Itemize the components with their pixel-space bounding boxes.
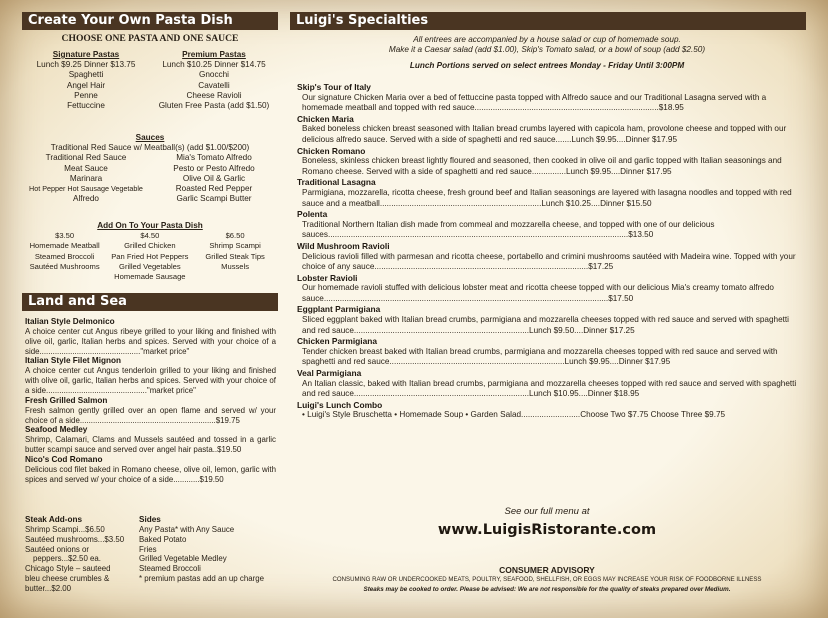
item-description: Sliced eggplant baked with Italian bread crumbs, parmigiana and mozzarella cheeses topped with red sauce and served with spaghetti and red sauce.............................................................................Lunch $9.50....Dinner $17.25 xyxy=(302,315,789,335)
steak-addon: Shrimp Scampi...$6.50 xyxy=(25,525,105,534)
menu-item xyxy=(297,273,797,305)
menu-item xyxy=(297,304,797,336)
lunch-note: Lunch Portions served on select entrees Monday - Friday Until 3:00PM xyxy=(409,61,685,71)
item-name: Chicken Parmigiana xyxy=(297,336,378,347)
advisory-title: CONSUMER ADVISORY xyxy=(499,565,595,575)
item-description: An Italian classic, baked with Italian bread crumbs, parmigiana and mozzarella cheeses topped with red sauce and served with spaghetti and red sauce.............................................................................Lunch $10.95....Dinner $18.95 xyxy=(302,378,797,399)
menu-item xyxy=(297,177,797,209)
pasta-header-text: Create Your Own Pasta Dish xyxy=(28,13,233,28)
land-sea-section-header xyxy=(22,293,278,311)
side-option: * premium pastas add an up charge xyxy=(139,573,265,583)
menu-item xyxy=(297,209,797,241)
steak-addon: Sautéed mushrooms...$3.50 xyxy=(25,534,125,544)
sauce-option: Roasted Red Pepper xyxy=(175,184,253,194)
pasta-option: Gnocchi xyxy=(198,70,230,80)
steak-addon: bleu cheese crumbles & xyxy=(25,573,110,583)
steak-addon: Chicago Style – sauteed xyxy=(25,564,111,574)
side-option: Baked Potato xyxy=(139,534,187,544)
side-option: Steamed Broccoli xyxy=(139,564,201,574)
item-description: Our homemade ravioli stuffed with delicious lobster meat and ricotta cheese topped with our delicious Mia's creamy tomato alfredo sauce.............................................................................................................................$17.50 xyxy=(302,283,774,303)
premium-pastas-title: Premium Pastas xyxy=(182,50,246,59)
addon-block xyxy=(22,221,278,282)
sauce-option: Pesto or Pesto Alfredo xyxy=(173,163,255,173)
pasta-option: Penne xyxy=(74,90,98,100)
item-description: Our signature Chicken Maria over a bed of fettuccine pasta topped with Alfredo sauce and our Traditional Lasagna served with a homemade meatball and topped with red sauce.................................................................................$18.95 xyxy=(302,92,767,113)
side-option: Fries xyxy=(139,544,157,554)
pasta-option: Cavatelli xyxy=(198,80,230,90)
item-name: Wild Mushroom Ravioli xyxy=(297,240,390,251)
sauces-title: Sauces xyxy=(135,133,165,142)
steak-addon: butter...$2.00 xyxy=(25,583,72,593)
steak-addon: Sautéed onions or xyxy=(25,544,90,554)
sauce-option: Alfredo xyxy=(73,194,99,204)
item-name: Italian Style Delmonico xyxy=(25,317,115,326)
item-description: • Luigi's Style Bruschetta • Homemade Soup • Garden Salad..........................Choose Two $7.75 Choose Three $9.75 xyxy=(302,410,726,420)
addon-price: $3.50 xyxy=(55,231,75,241)
addon-item: Grilled Chicken xyxy=(124,241,176,251)
pasta-option: Angel Hair xyxy=(66,80,106,90)
menu-item xyxy=(297,336,797,368)
menu-item xyxy=(297,368,797,400)
item-name: Fresh Grilled Salmon xyxy=(25,395,108,405)
steak-addons-block xyxy=(25,515,137,594)
side-option: Any Pasta* with Any Sauce xyxy=(139,525,235,534)
item-name: Chicken Maria xyxy=(297,113,354,124)
item-name: Italian Style Filet Mignon xyxy=(25,356,121,366)
addon-column-3 xyxy=(192,231,277,282)
sauces-right-column xyxy=(150,153,278,204)
sauces-left-column xyxy=(22,153,150,204)
sauce-option: Traditional Red Sauce w/ Meatball(s) (add $1.00/$200) xyxy=(50,143,250,153)
item-description: Delicious ravioli filled with parmesan and ricotta cheese, portabello and crimini mushrooms sautéed with Madeira wine. Topped with your choice of any sauce..............................................................................................$17.25 xyxy=(302,251,796,272)
item-name: Polenta xyxy=(297,209,328,220)
sauce-option: Olive Oil & Garlic xyxy=(182,173,246,183)
pasta-option: Spaghetti xyxy=(68,70,104,80)
land-sea-items xyxy=(25,317,276,485)
menu-item xyxy=(25,356,276,395)
specialties-header-text: Luigi's Specialties xyxy=(296,13,429,28)
item-description: Traditional Northern Italian dish made from commeal and mozzarella cheese, and topped with one of our delicious sauces....................................................................................................................................$13.50 xyxy=(302,219,715,240)
land-sea-header-text: Land and Sea xyxy=(28,294,127,309)
item-description: A choice center cut Angus ribeye grilled to your liking and finished with olive oil, garlic, Italian herbs and spices. Served with your choice of a side.............................................."market price" xyxy=(25,327,276,356)
item-name: Seafood Medley xyxy=(25,425,88,435)
addon-item: Sautéed Mushrooms xyxy=(29,261,100,271)
item-description: Shrimp, Calamari, Clams and Mussels sautéed and tossed in a garlic butter scampi sauce and served over angel hair pasta..$19.50 xyxy=(25,435,276,455)
addon-item: Homemade Sausage xyxy=(114,272,186,282)
item-description: A choice center cut Angus tenderloin grilled to your liking and finished with olive oil, garlic, Italian herbs and spices. Served with your choice of a side.............................................."market price" xyxy=(25,366,276,395)
item-name: Chicken Romano xyxy=(297,145,366,156)
item-name: Eggplant Parmigiana xyxy=(297,304,381,315)
menu-item xyxy=(25,455,276,485)
intro-line-1: All entrees are accompanied by a house salad or cup of homemade soup. xyxy=(413,35,681,44)
sauce-option: Traditional Red Sauce xyxy=(45,153,127,163)
pasta-subheader: CHOOSE ONE PASTA AND ONE SAUCE xyxy=(61,33,239,44)
addon-item: Steamed Broccoli xyxy=(34,251,95,261)
item-description: Baked boneless chicken breast seasoned with Italian bread crumbs layered with capicola ham, provolone cheese and topped with our delicious alfredo sauce. Served with a side of spaghetti and red sauce.......Lunch $9.95....Dinner $17.95 xyxy=(302,124,787,144)
signature-pastas-price: Lunch $9.25 Dinner $13.75 xyxy=(36,60,136,70)
addon-price: $4.50 xyxy=(140,231,160,241)
addon-item: Grilled Vegetables xyxy=(119,261,181,271)
item-name: Nico's Cod Romano xyxy=(25,454,103,464)
premium-pastas-column xyxy=(150,50,278,111)
menu-item xyxy=(25,396,276,426)
specialties-intro xyxy=(297,35,797,72)
steak-addons-title: Steak Add-ons xyxy=(25,515,83,524)
specialties-items xyxy=(297,82,797,421)
addon-price: $6.50 xyxy=(225,231,245,241)
addon-item: Homemade Meatball xyxy=(29,241,100,251)
see-menu-text: See our full menu at xyxy=(504,506,590,517)
addon-column-1 xyxy=(22,231,107,282)
side-option: Grilled Vegetable Medley xyxy=(139,554,227,564)
advisory-text: CONSUMING RAW OR UNDERCOOKED MEATS, POULTRY, SEAFOOD, SHELLFISH, OR EGGS MAY INCREASE YOUR RISK OF FOODBORNE ILLNESS xyxy=(332,576,762,583)
menu-item xyxy=(297,400,797,421)
consumer-advisory xyxy=(297,565,797,595)
item-name: Luigi's Lunch Combo xyxy=(297,399,383,410)
pasta-section-header xyxy=(22,12,278,30)
item-description: Boneless, skinless chicken breast lightly floured and seasoned, then cooked in olive oil and garlic topped with Italian seasonings and Romano cheese. Served with a side of spaghetti and red sauce...............Lunch $9.95....Dinner $17.95 xyxy=(302,156,782,176)
addon-item: Shrimp Scampi xyxy=(209,241,261,251)
specialties-section-header xyxy=(290,12,806,30)
sauce-option: Meat Sauce xyxy=(64,163,108,173)
sauce-option: Hot Pepper Hot Sausage Vegetable xyxy=(29,184,143,194)
sauce-option: Mia's Tomato Alfredo xyxy=(176,153,252,163)
sides-title: Sides xyxy=(139,515,161,524)
menu-item xyxy=(25,317,276,356)
website-link[interactable]: www.LuigisRistorante.com xyxy=(437,522,657,538)
addon-item: Grilled Steak Tips xyxy=(205,251,265,261)
item-description: Delicious cod filet baked in Romano cheese, olive oil, lemon, garlic with spices and served w/ your choice of a side............$19.50 xyxy=(25,464,276,484)
menu-item xyxy=(297,82,797,114)
addon-column-2 xyxy=(107,231,192,282)
advisory-note: Steaks may be cooked to order. Please be advised: We are not responsible for the quality of steaks prepared over Medium. xyxy=(363,586,731,593)
item-name: Veal Parmigiana xyxy=(297,368,362,379)
pasta-option: Gluten Free Pasta (add $1.50) xyxy=(158,101,270,111)
item-description: Tender chicken breast baked with Italian bread crumbs, parmigiana and mozzarella cheeses topped with red sauce and served with spaghetti and red sauce.............................................................................Lunch $9.95....Dinner $17.95 xyxy=(302,346,778,367)
item-name: Lobster Ravioli xyxy=(297,272,358,283)
item-description: Fresh salmon gently grilled over an open flame and served w/ your choice of a side..............................................................$19.75 xyxy=(25,405,276,425)
menu-item xyxy=(297,114,797,146)
addon-item: Mussels xyxy=(221,261,250,271)
website-block xyxy=(297,506,797,540)
addon-title: Add On To Your Pasta Dish xyxy=(97,221,203,230)
premium-pastas-price: Lunch $10.25 Dinner $14.75 xyxy=(162,60,266,70)
pasta-option: Fettuccine xyxy=(67,101,105,111)
menu-item xyxy=(297,241,797,273)
item-description: Parmigiana, mozzarella, ricotta cheese, fresh ground beef and Italian seasonings are layered with lasagna noodles and topped with red sauce and a meatball.......................................................................Lunch $10.25....Dinner $15.50 xyxy=(302,187,792,208)
sauce-option: Garlic Scampi Butter xyxy=(176,194,252,204)
sauce-option: Marinara xyxy=(69,173,103,183)
item-name: Skip's Tour of Italy xyxy=(297,82,371,92)
intro-line-2: Make it a Caesar salad (add $1.00), Skip's Tomato salad, or a bowl of soup (add $2.50) xyxy=(388,45,706,55)
pasta-option: Cheese Ravioli xyxy=(186,90,242,100)
menu-item xyxy=(25,425,276,455)
item-name: Traditional Lasagna xyxy=(297,177,376,188)
sauces-block xyxy=(22,133,278,204)
sides-block xyxy=(139,515,279,584)
steak-addon: peppers...$2.50 ea. xyxy=(33,554,101,564)
pasta-columns xyxy=(22,50,278,111)
addon-item: Pan Fried Hot Peppers xyxy=(111,251,189,261)
signature-pastas-title: Signature Pastas xyxy=(52,50,120,59)
menu-item xyxy=(297,146,797,178)
signature-pastas-column xyxy=(22,50,150,111)
